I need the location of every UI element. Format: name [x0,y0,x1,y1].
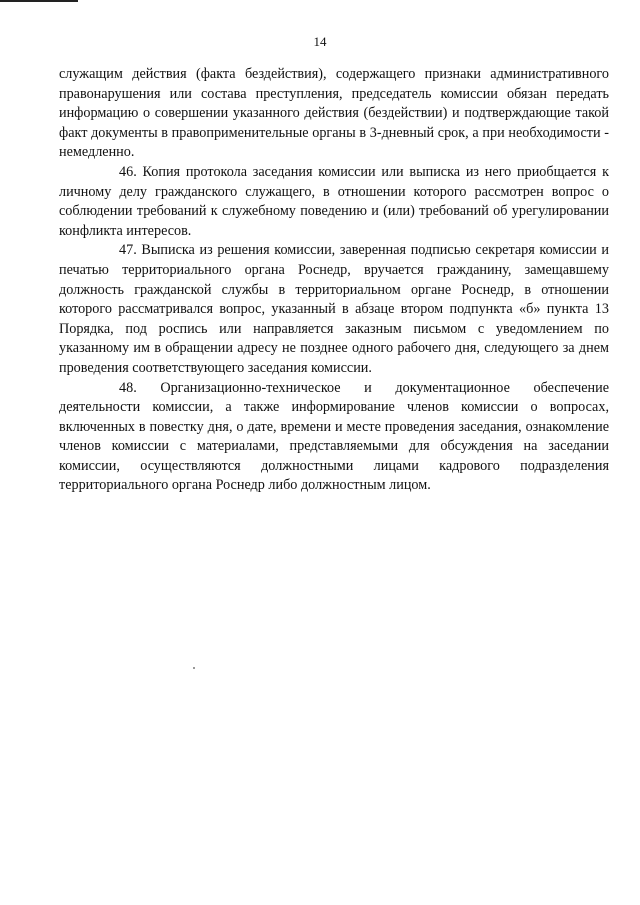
paragraph-continuation: служащим действия (факта бездействия), содержащего признаки административного правонарушения или состава преступления, председатель комиссии обязан передать информацию о совершении указанного действия (бездействии) и подтверждающие такой факт документы в правоприменительные органы в 3-дневный срок, а при необходимости - немедленно. [59,66,609,161]
scan-speck [193,667,195,669]
paragraph-item-46: 46. Копия протокола заседания комиссии или выписка из него приобщается к личному делу гражданского служащего, в отношении которого рассмотрен вопрос о соблюдении требований к служебному поведению и (или) требований об урегулировании конфликта интересов. [59,163,609,239]
paragraph-item-48: 48. Организационно-техническое и документационное обеспечение деятельности комиссии, а также информирование членов комиссии о вопросах, включенных в повестку дня, о дате, времени и месте проведения заседания, ознакомление членов комиссии с материалами, представляемыми для обсуждения на заседании комиссии, осуществляются должностными лицами кадрового подразделения территориального органа Роснедр либо должностным лицом. [59,379,609,494]
document-body [59,65,609,496]
paragraph-item-47: 47. Выписка из решения комиссии, заверенная подписью секретаря комиссии и печатью территориального органа Роснедр, вручается гражданину, замещавшему должность гражданской службы в территориальном органе Роснедр, в отношении которого рассматривался вопрос, указанный в абзаце втором подпункта «б» пункта 13 Порядка, под роспись или направляется заказным письмом с уведомлением по указанному им в обращении адресу не позднее одного рабочего дня, следующего за днем проведения соответствующего заседания комиссии. [59,242,609,376]
page-number: 14 [313,34,327,49]
scan-edge-line [0,0,78,2]
